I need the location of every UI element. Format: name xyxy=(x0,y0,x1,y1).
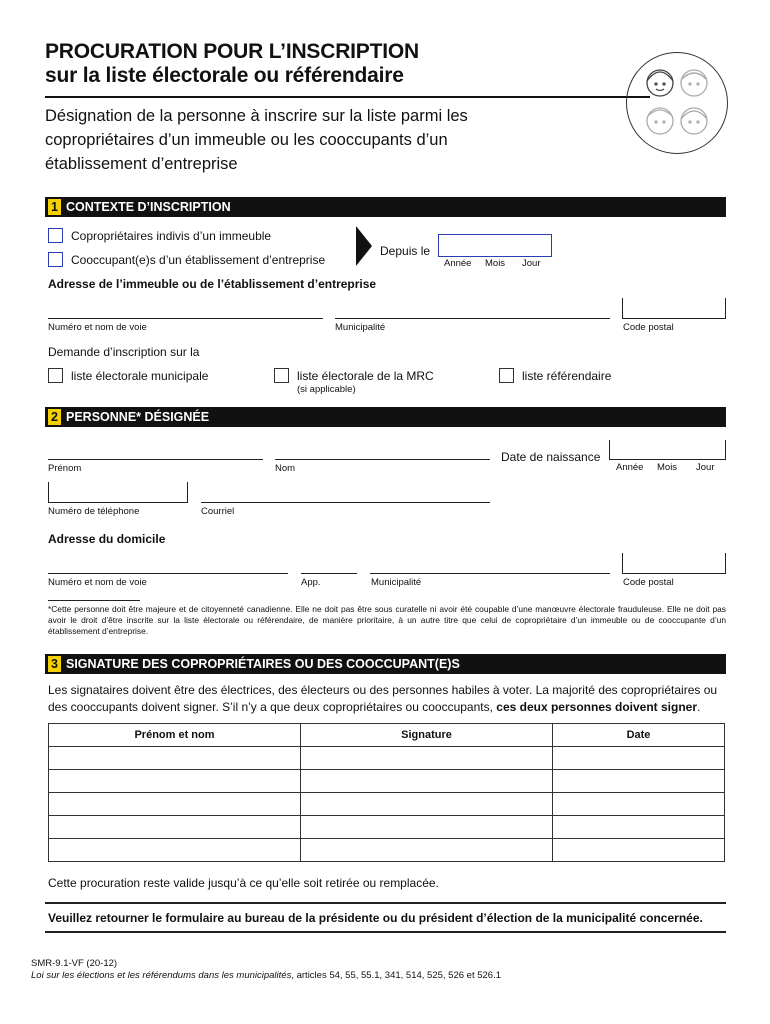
list-mrc-note: (si applicable) xyxy=(297,384,356,395)
cooccupants-label: Cooccupant(e)s d’un établissement d’entreprise xyxy=(71,253,326,267)
home-postal-field[interactable] xyxy=(622,573,726,574)
section-1-header xyxy=(45,197,726,217)
arrow-right-icon xyxy=(356,226,372,266)
col-name-header: Prénom et nom xyxy=(49,724,301,747)
date-cell[interactable] xyxy=(553,747,725,770)
date-cell[interactable] xyxy=(553,839,725,862)
table-row xyxy=(49,793,725,816)
date-month-label: Mois xyxy=(485,258,506,269)
signature-cell[interactable] xyxy=(301,816,553,839)
col-date-header: Date xyxy=(553,724,725,747)
signature-table xyxy=(48,723,725,862)
signature-cell[interactable] xyxy=(301,839,553,862)
birth-month-label: Mois xyxy=(657,462,678,473)
first-name-label: Prénom xyxy=(48,463,82,474)
home-app-field[interactable] xyxy=(301,573,357,574)
section-title: SIGNATURE DES COPROPRIÉTAIRES OU DES COOCCUPANT(E)S xyxy=(66,657,460,671)
table-row xyxy=(49,770,725,793)
email-field[interactable] xyxy=(201,502,490,503)
section-number: 2 xyxy=(48,409,61,425)
signature-intro-bold: ces deux personnes doivent signer xyxy=(496,700,698,714)
signature-cell[interactable] xyxy=(301,747,553,770)
demande-label: Demande d’inscription sur la xyxy=(48,345,200,359)
section-number: 1 xyxy=(48,199,61,215)
birth-day-label: Jour xyxy=(696,462,715,473)
col-signature-header: Signature xyxy=(301,724,553,747)
list-referendaire-label: liste référendaire xyxy=(522,369,612,383)
address-heading: Adresse de l’immeuble ou de l’établissement d’entreprise xyxy=(48,277,377,291)
last-name-field[interactable] xyxy=(275,459,490,460)
section-2-header xyxy=(45,407,726,427)
home-address-heading: Adresse du domicile xyxy=(48,532,166,546)
home-street-label: Numéro et nom de voie xyxy=(48,577,147,588)
home-postal-label: Code postal xyxy=(623,577,674,588)
first-name-field[interactable] xyxy=(48,459,263,460)
home-street-field[interactable] xyxy=(48,573,288,574)
footnote: *Cette personne doit être majeure et de citoyenneté canadienne. Elle ne doit pas être sous curatelle ni avoir été coupable d’une manœuvre électorale frauduleuse. Elle ne doit pas avoir le droit d’être inscrite sur la liste électorale ou référendaire, de manière prioritaire, à un autre titre que celui de copropriétaire d’un immeuble ou de cooccupante d’un établissement d’entreprise. xyxy=(48,604,726,636)
return-note-bottom-rule xyxy=(45,931,726,933)
birth-date-label: Date de naissance xyxy=(501,450,601,464)
municipality-label: Municipalité xyxy=(335,322,386,333)
postal-label: Code postal xyxy=(623,322,674,333)
list-municipale-checkbox[interactable] xyxy=(48,368,63,383)
name-cell[interactable] xyxy=(49,770,301,793)
section-title: PERSONNE* DÉSIGNÉE xyxy=(66,410,210,424)
return-note: Veuillez retourner le formulaire au bureau de la présidente ou du président d’élection de la municipalité concernée. xyxy=(48,911,703,925)
date-cell[interactable] xyxy=(553,770,725,793)
return-note-top-rule xyxy=(45,902,726,904)
people-faces-logo xyxy=(626,52,728,154)
table-row xyxy=(49,839,725,862)
street-field[interactable] xyxy=(48,318,323,319)
list-referendaire-checkbox[interactable] xyxy=(499,368,514,383)
coproprietaires-label: Copropriétaires indivis d’un immeuble xyxy=(71,229,272,243)
section-number: 3 xyxy=(48,656,61,672)
date-cell[interactable] xyxy=(553,793,725,816)
table-header-row xyxy=(49,724,725,747)
phone-label: Numéro de téléphone xyxy=(48,506,140,517)
list-mrc-label: liste électorale de la MRC xyxy=(297,369,434,383)
law-title: Loi sur les élections et les référendums dans les municipalités xyxy=(31,970,292,981)
home-municipality-label: Municipalité xyxy=(371,577,422,588)
phone-field[interactable] xyxy=(48,502,188,503)
list-municipale-label: liste électorale municipale xyxy=(71,369,209,383)
section-3-header xyxy=(45,654,726,674)
signature-cell[interactable] xyxy=(301,793,553,816)
depuis-label: Depuis le xyxy=(380,244,431,258)
birth-year-label: Année xyxy=(616,462,644,473)
last-name-label: Nom xyxy=(275,463,296,474)
street-label: Numéro et nom de voie xyxy=(48,322,147,333)
signature-intro: Les signataires doivent être des électrices, des électeurs ou des personnes habiles à voter. La majorité des copropriétaires ou des cooccupants doivent signer. S’il n’y a que deux copropriétaires ou cooccupants, ces deux personnes doivent signer. xyxy=(48,683,718,714)
name-cell[interactable] xyxy=(49,793,301,816)
table-row xyxy=(49,747,725,770)
section-title: CONTEXTE D’INSCRIPTION xyxy=(66,200,231,214)
law-articles: , articles 54, 55, 55.1, 341, 514, 525, 526 et 526.1 xyxy=(291,970,502,981)
birth-date-field[interactable] xyxy=(609,459,726,460)
postal-code-field[interactable] xyxy=(622,318,726,319)
law-reference xyxy=(31,970,501,981)
date-day-label: Jour xyxy=(522,258,541,269)
email-label: Courriel xyxy=(201,506,235,517)
form-code: SMR-9.1-VF (20-12) xyxy=(31,958,118,969)
faces-icon xyxy=(627,53,727,153)
name-cell[interactable] xyxy=(49,839,301,862)
coproprietaires-checkbox[interactable] xyxy=(48,228,63,243)
form-subtitle-line: sur la liste électorale ou référendaire xyxy=(45,64,404,87)
depuis-date-field[interactable] xyxy=(438,234,552,257)
date-year-label: Année xyxy=(444,258,472,269)
name-cell[interactable] xyxy=(49,747,301,770)
form-title: PROCURATION POUR L’INSCRIPTION xyxy=(45,40,419,63)
signature-cell[interactable] xyxy=(301,770,553,793)
name-cell[interactable] xyxy=(49,816,301,839)
table-row xyxy=(49,816,725,839)
cooccupants-checkbox[interactable] xyxy=(48,252,63,267)
home-app-label: App. xyxy=(301,577,321,588)
home-municipality-field[interactable] xyxy=(370,573,610,574)
title-divider xyxy=(45,96,650,98)
footnote-rule xyxy=(48,600,140,601)
municipality-field[interactable] xyxy=(335,318,610,319)
validity-note: Cette procuration reste valide jusqu’à ce qu’elle soit retirée ou remplacée. xyxy=(48,876,439,890)
date-cell[interactable] xyxy=(553,816,725,839)
list-mrc-checkbox[interactable] xyxy=(274,368,289,383)
form-description: Désignation de la personne à inscrire sur la liste parmi les copropriétaires d’un immeuble ou les cooccupants d’un établissement d’entreprise xyxy=(45,107,468,173)
